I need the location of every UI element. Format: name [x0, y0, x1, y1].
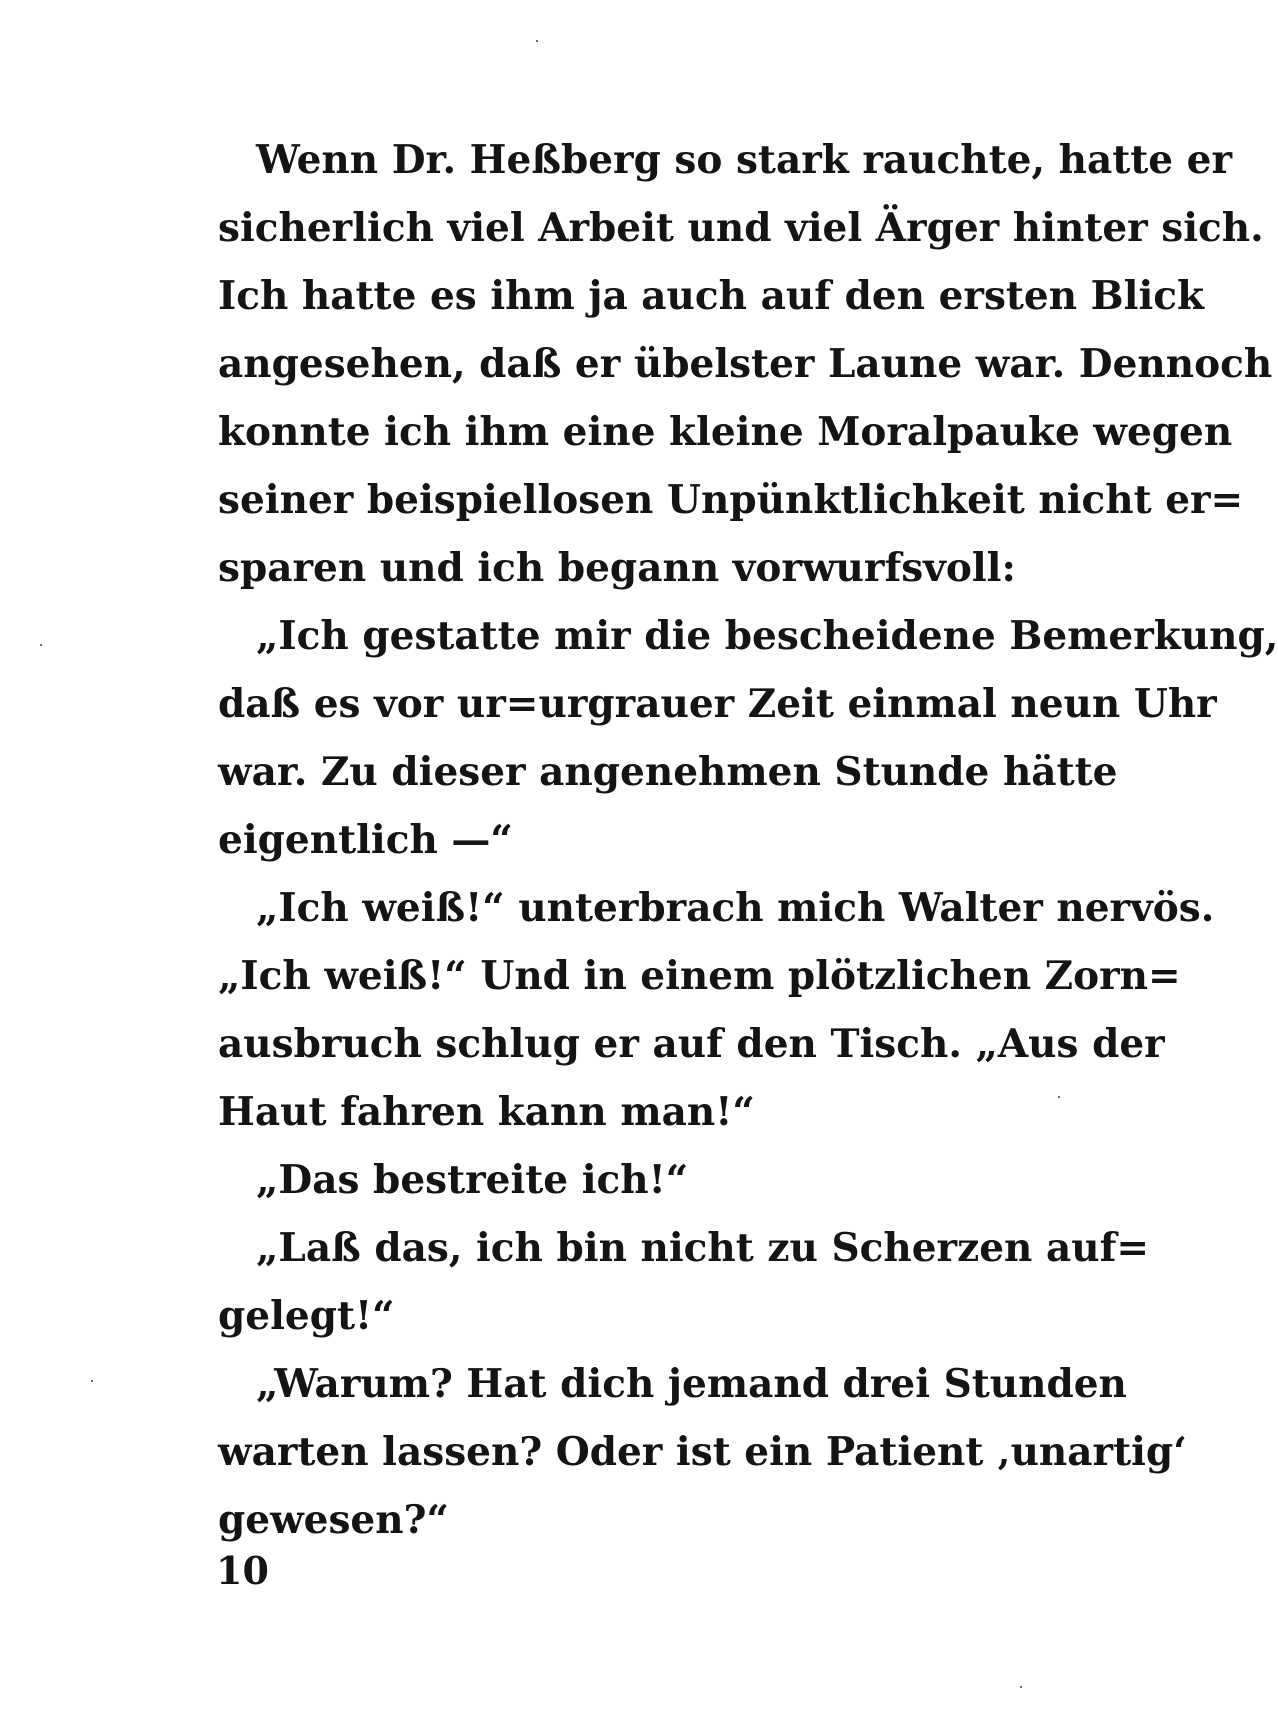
scan-speck — [1058, 1096, 1060, 1098]
text-line: „Ich gestatte mir die bescheidene Bemerkung, — [256, 613, 1278, 659]
page-number: 10 — [216, 1548, 269, 1593]
text-line: „Warum? Hat dich jemand drei Stunden — [256, 1361, 1127, 1407]
text-line: Ich hatte es ihm ja auch auf den ersten Blick — [218, 273, 1205, 319]
text-line: Haut fahren kann man!“ — [218, 1089, 755, 1135]
text-line: sicherlich viel Arbeit und viel Ärger hinter sich. — [218, 205, 1264, 251]
text-line: „Laß das, ich bin nicht zu Scherzen auf= — [256, 1225, 1150, 1271]
scan-speck — [91, 1380, 93, 1382]
text-line: sparen und ich begann vorwurfsvoll: — [218, 545, 1016, 591]
text-line: war. Zu dieser angenehmen Stunde hätte — [218, 749, 1118, 795]
scan-speck — [40, 644, 42, 646]
body-text — [218, 126, 1278, 1554]
text-line: warten lassen? Oder ist ein Patient ‚unartig‘ — [218, 1429, 1187, 1475]
text-line: angesehen, daß er übelster Laune war. Dennoch — [218, 341, 1273, 387]
scan-speck — [536, 40, 538, 42]
text-line: konnte ich ihm eine kleine Moralpauke wegen — [218, 409, 1233, 455]
text-line: eigentlich —“ — [218, 817, 513, 863]
text-line: seiner beispiellosen Unpünktlichkeit nicht er= — [218, 477, 1244, 523]
text-line: Wenn Dr. Heßberg so stark rauchte, hatte er — [256, 137, 1233, 183]
text-line: ausbruch schlug er auf den Tisch. „Aus der — [218, 1021, 1165, 1067]
text-line: „Das bestreite ich!“ — [256, 1157, 689, 1203]
text-line: gewesen?“ — [218, 1497, 449, 1543]
text-line: daß es vor ur=urgrauer Zeit einmal neun Uhr — [218, 681, 1217, 727]
text-line: „Ich weiß!“ unterbrach mich Walter nervös. — [256, 885, 1215, 931]
scan-speck — [1020, 1686, 1022, 1688]
text-line: „Ich weiß!“ Und in einem plötzlichen Zorn= — [218, 953, 1181, 999]
text-line: gelegt!“ — [218, 1293, 395, 1339]
